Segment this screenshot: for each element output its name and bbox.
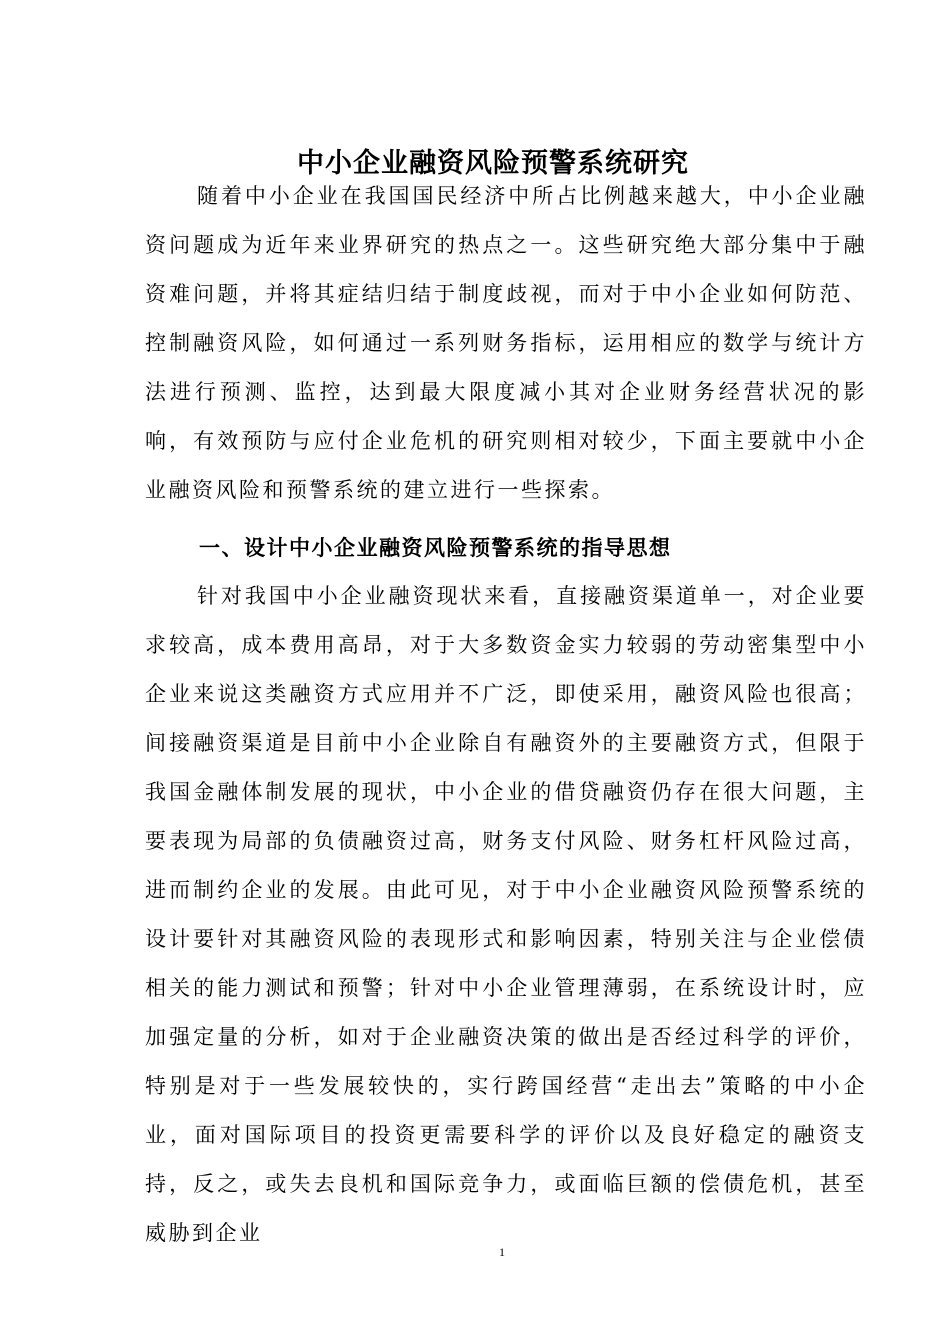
intro-paragraph: 随着中小企业在我国国民经济中所占比例越来越大，中小企业融资问题成为近年来业界研究的热点之一。这些研究绝大部分集中于融资难问题，并将其症结归结于制度歧视，而对于中小企业如何防范、控制融资风险，如何通过一系列财务指标，运用相应的数学与统计方法进行预测、监控，达到最大限度减小其对企业财务经营状况的影响，有效预防与应付企业危机的研究则相对较少，下面主要就中小企业融资风险和预警系统的建立进行一些探索。	[145, 184, 867, 502]
page-number: 1	[499, 1245, 505, 1259]
section-heading-1: 一、设计中小企业融资风险预警系统的指导思想	[199, 536, 672, 560]
document-title: 中小企业融资风险预警系统研究	[297, 148, 689, 180]
section1-paragraph: 针对我国中小企业融资现状来看，直接融资渠道单一，对企业要求较高，成本费用高昂，对于大多数资金实力较弱的劳动密集型中小企业来说这类融资方式应用并不广泛，即使采用，融资风险也很高；间接融资渠道是目前中小企业除自有融资外的主要融资方式，但限于我国金融体制发展的现状，中小企业的借贷融资仍存在很大问题，主要表现为局部的负债融资过高，财务支付风险、财务杠杆风险过高，进而制约企业的发展。由此可见，对于中小企业融资风险预警系统的设计要针对其融资风险的表现形式和影响因素，特别关注与企业偿债相关的能力测试和预警；针对中小企业管理薄弱，在系统设计时，应加强定量的分析，如对于企业融资决策的做出是否经过科学的评价，特别是对于一些发展较快的，实行跨国经营“走出去”策略的中小企业，面对国际项目的投资更需要科学的评价以及良好稳定的融资支持，反之，或失去良机和国际竞争力，或面临巨额的偿债危机，甚至威胁到企业	[145, 584, 867, 1245]
